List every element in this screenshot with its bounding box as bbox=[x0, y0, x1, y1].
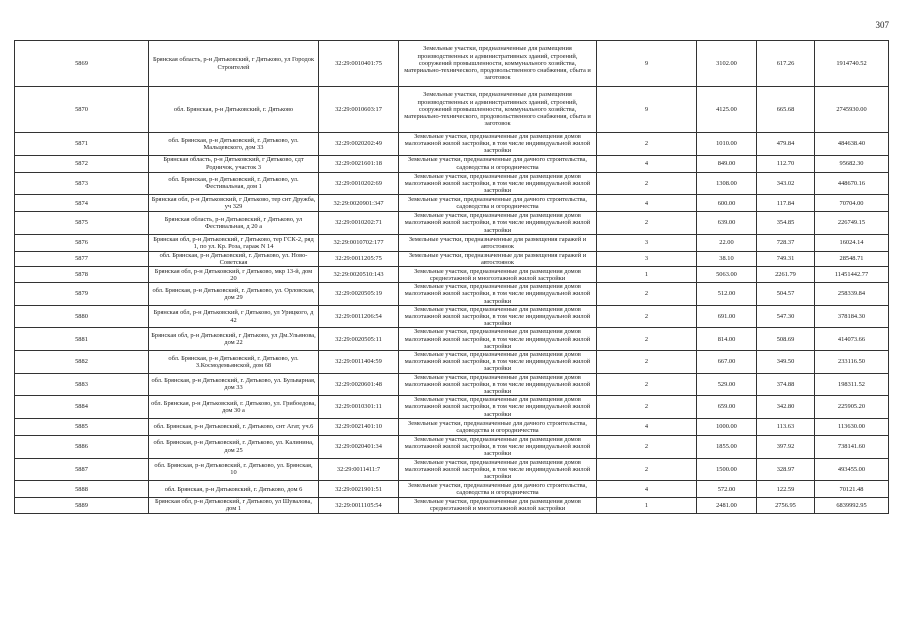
area-cell: 512.00 bbox=[697, 283, 757, 306]
specific-value-cell: 617.26 bbox=[757, 41, 815, 87]
cadastral-number-cell: 32:29:0020901:347 bbox=[319, 195, 399, 212]
address-cell: обл. Брянская, р-н Дятьковский, г. Дятьково, ул. Фестивальная, дом 1 bbox=[149, 172, 319, 195]
area-cell: 5063.00 bbox=[697, 267, 757, 283]
land-use-cell: Земельные участки, предназначенные для размещения домов малоэтажной жилой застройки, в том числе индивидуальной жилой застройки bbox=[399, 328, 597, 351]
cadastral-value-cell: 484638.40 bbox=[815, 133, 889, 156]
address-cell: Брянская область, р-н Дятьковский, г Дятьково, ул Городок Строителей bbox=[149, 41, 319, 87]
address-cell: обл. Брянская, р-н Дятьковский, г. Дятьково, ул. Брянская, 10 bbox=[149, 458, 319, 481]
land-use-cell: Земельные участки, предназначенные для размещения домов малоэтажной жилой застройки, в том числе индивидуальной жилой застройки bbox=[399, 373, 597, 396]
specific-value-cell: 113.63 bbox=[757, 418, 815, 435]
row-number: 5877 bbox=[15, 251, 149, 266]
area-cell: 572.00 bbox=[697, 481, 757, 498]
address-cell: обл. Брянская, р-н Дятьковский, г. Дятьково, снт Агат, уч.6 bbox=[149, 418, 319, 435]
land-use-cell: Земельные участки, предназначенные для размещения домов малоэтажной жилой застройки, в том числе индивидуальной жилой застройки bbox=[399, 172, 597, 195]
row-number: 5880 bbox=[15, 305, 149, 328]
row-number: 5869 bbox=[15, 41, 149, 87]
area-cell: 529.00 bbox=[697, 373, 757, 396]
land-use-cell: Земельные участки, предназначенные для размещения домов среднеэтажной и многоэтажной жилой застройки bbox=[399, 498, 597, 513]
group-cell: 2 bbox=[597, 212, 697, 235]
land-use-cell: Земельные участки, предназначенные для размещения производственных и административных зданий, строений, сооружений промышленности, коммунального хозяйства, материально-технического, продовольственного снабжения, сбыта и заготовок bbox=[399, 87, 597, 133]
table-row bbox=[15, 418, 889, 435]
area-cell: 814.00 bbox=[697, 328, 757, 351]
cadastral-number-cell: 32:29:0010202:69 bbox=[319, 172, 399, 195]
cadastral-value-cell: 448670.16 bbox=[815, 172, 889, 195]
specific-value-cell: 117.84 bbox=[757, 195, 815, 212]
table-row bbox=[15, 328, 889, 351]
specific-value-cell: 2261.79 bbox=[757, 267, 815, 283]
specific-value-cell: 328.97 bbox=[757, 458, 815, 481]
land-use-cell: Земельные участки, предназначенные для размещения домов малоэтажной жилой застройки, в том числе индивидуальной жилой застройки bbox=[399, 435, 597, 458]
specific-value-cell: 343.02 bbox=[757, 172, 815, 195]
area-cell: 2481.00 bbox=[697, 498, 757, 513]
cadastral-number-cell: 32:29:0010401:75 bbox=[319, 41, 399, 87]
cadastral-number-cell: 32:29:0011205:75 bbox=[319, 251, 399, 266]
address-cell: обл. Брянская, р-н Дятьковский, г. Дятьково, ул. Грибоедова, дом 30 а bbox=[149, 396, 319, 419]
land-use-cell: Земельные участки, предназначенные для дачного строительства, садоводства и огородничества bbox=[399, 481, 597, 498]
area-cell: 3102.00 bbox=[697, 41, 757, 87]
group-cell: 2 bbox=[597, 172, 697, 195]
cadastral-value-cell: 70121.48 bbox=[815, 481, 889, 498]
cadastral-number-cell: 32:29:0021601:18 bbox=[319, 155, 399, 172]
table-row bbox=[15, 251, 889, 266]
table-row bbox=[15, 195, 889, 212]
area-cell: 1308.00 bbox=[697, 172, 757, 195]
row-number: 5882 bbox=[15, 351, 149, 374]
row-number: 5887 bbox=[15, 458, 149, 481]
specific-value-cell: 479.84 bbox=[757, 133, 815, 156]
table-row bbox=[15, 373, 889, 396]
cadastral-value-cell: 1914740.52 bbox=[815, 41, 889, 87]
area-cell: 659.00 bbox=[697, 396, 757, 419]
specific-value-cell: 2756.95 bbox=[757, 498, 815, 513]
group-cell: 2 bbox=[597, 305, 697, 328]
area-cell: 1000.00 bbox=[697, 418, 757, 435]
area-cell: 849.00 bbox=[697, 155, 757, 172]
address-cell: Брянская обл, р-н Дятьковский, г Дятьково, ул Дм.Ульянова, дом 22 bbox=[149, 328, 319, 351]
row-number: 5873 bbox=[15, 172, 149, 195]
row-number: 5874 bbox=[15, 195, 149, 212]
table-row bbox=[15, 305, 889, 328]
row-number: 5888 bbox=[15, 481, 149, 498]
table-row bbox=[15, 133, 889, 156]
cadastral-number-cell: 32:29:0010603:17 bbox=[319, 87, 399, 133]
land-use-cell: Земельные участки, предназначенные для дачного строительства, садоводства и огородничества bbox=[399, 418, 597, 435]
cadastral-number-cell: 32:29:0020601:48 bbox=[319, 373, 399, 396]
cadastral-value-cell: 493455.00 bbox=[815, 458, 889, 481]
cadastral-value-cell: 738141.60 bbox=[815, 435, 889, 458]
group-cell: 2 bbox=[597, 435, 697, 458]
address-cell: обл. Брянская, р-н Дятьковский, г. Дятьково, ул. Ново-Советская bbox=[149, 251, 319, 266]
address-cell: обл. Брянская, р-н Дятьковский, г. Дятьково, дом 6 bbox=[149, 481, 319, 498]
page-number: 307 bbox=[875, 20, 889, 30]
area-cell: 4125.00 bbox=[697, 87, 757, 133]
group-cell: 9 bbox=[597, 87, 697, 133]
land-use-cell: Земельные участки, предназначенные для размещения домов малоэтажной жилой застройки, в том числе индивидуальной жилой застройки bbox=[399, 396, 597, 419]
group-cell: 3 bbox=[597, 234, 697, 251]
table-row bbox=[15, 234, 889, 251]
cadastral-value-cell: 233116.50 bbox=[815, 351, 889, 374]
area-cell: 667.00 bbox=[697, 351, 757, 374]
specific-value-cell: 504.57 bbox=[757, 283, 815, 306]
area-cell: 600.00 bbox=[697, 195, 757, 212]
specific-value-cell: 665.68 bbox=[757, 87, 815, 133]
cadastral-value-cell: 225905.20 bbox=[815, 396, 889, 419]
table-row bbox=[15, 458, 889, 481]
table-row bbox=[15, 267, 889, 283]
land-use-cell: Земельные участки, предназначенные для размещения гаражей и автостоянок bbox=[399, 234, 597, 251]
group-cell: 4 bbox=[597, 195, 697, 212]
area-cell: 691.00 bbox=[697, 305, 757, 328]
specific-value-cell: 374.88 bbox=[757, 373, 815, 396]
cadastral-value-cell: 414073.66 bbox=[815, 328, 889, 351]
cadastral-number-cell: 32:29:0010301:11 bbox=[319, 396, 399, 419]
table-row bbox=[15, 435, 889, 458]
group-cell: 3 bbox=[597, 251, 697, 266]
land-use-cell: Земельные участки, предназначенные для размещения домов среднеэтажной и многоэтажной жилой застройки bbox=[399, 267, 597, 283]
land-use-cell: Земельные участки, предназначенные для дачного строительства, садоводства и огородничества bbox=[399, 195, 597, 212]
area-cell: 22.00 bbox=[697, 234, 757, 251]
specific-value-cell: 354.85 bbox=[757, 212, 815, 235]
address-cell: Брянская область, р-н Дятьковский, г Дятьково, ул Фестивальная, д 20 а bbox=[149, 212, 319, 235]
table-row bbox=[15, 155, 889, 172]
cadastral-value-cell: 113630.00 bbox=[815, 418, 889, 435]
cadastral-number-cell: 32:29:0011404:59 bbox=[319, 351, 399, 374]
land-use-cell: Земельные участки, предназначенные для размещения домов малоэтажной жилой застройки, в том числе индивидуальной жилой застройки bbox=[399, 212, 597, 235]
row-number: 5886 bbox=[15, 435, 149, 458]
cadastral-number-cell: 32:29:0020505:19 bbox=[319, 283, 399, 306]
specific-value-cell: 342.80 bbox=[757, 396, 815, 419]
table-row bbox=[15, 212, 889, 235]
group-cell: 4 bbox=[597, 418, 697, 435]
address-cell: Брянская обл, р-н Дятьковский, г Дятьково, ул Шувалова, дом 1 bbox=[149, 498, 319, 513]
table-row bbox=[15, 481, 889, 498]
cadastral-number-cell: 32:29:0021901:51 bbox=[319, 481, 399, 498]
address-cell: обл. Брянская, р-н Дятьковский, г. Дятьково, ул. Калинина, дом 25 bbox=[149, 435, 319, 458]
group-cell: 2 bbox=[597, 133, 697, 156]
specific-value-cell: 349.50 bbox=[757, 351, 815, 374]
specific-value-cell: 122.59 bbox=[757, 481, 815, 498]
address-cell: Брянская обл, р-н Дятьковский, г Дятьково, тер снт Дружба, уч 329 bbox=[149, 195, 319, 212]
cadastral-value-cell: 378184.30 bbox=[815, 305, 889, 328]
cadastral-number-cell: 32:29:0020202:49 bbox=[319, 133, 399, 156]
address-cell: Брянская обл, р-н Дятьковский, г Дятьково, мкр 13-й, дом 20 bbox=[149, 267, 319, 283]
address-cell: обл. Брянская, р-н Дятьковский, г. Дятьково bbox=[149, 87, 319, 133]
cadastral-number-cell: 32:29:0011105:54 bbox=[319, 498, 399, 513]
cadastral-value-table bbox=[14, 40, 889, 514]
row-number: 5879 bbox=[15, 283, 149, 306]
cadastral-value-cell: 11451442.77 bbox=[815, 267, 889, 283]
specific-value-cell: 749.31 bbox=[757, 251, 815, 266]
row-number: 5870 bbox=[15, 87, 149, 133]
group-cell: 2 bbox=[597, 458, 697, 481]
area-cell: 1500.00 bbox=[697, 458, 757, 481]
cadastral-number-cell: 32:29:0011206:54 bbox=[319, 305, 399, 328]
area-cell: 639.00 bbox=[697, 212, 757, 235]
row-number: 5889 bbox=[15, 498, 149, 513]
row-number: 5885 bbox=[15, 418, 149, 435]
cadastral-value-cell: 258339.84 bbox=[815, 283, 889, 306]
group-cell: 2 bbox=[597, 351, 697, 374]
group-cell: 2 bbox=[597, 283, 697, 306]
address-cell: обл. Брянская, р-н Дятьковский, г. Дятьково, ул. З.Космодемьянской, дом 68 bbox=[149, 351, 319, 374]
address-cell: Брянская обл, р-н Дятьковский, г Дятьково, тер ГСК-2, ряд 1, по ул. Кр. Роза, гараж N 14 bbox=[149, 234, 319, 251]
row-number: 5871 bbox=[15, 133, 149, 156]
specific-value-cell: 508.69 bbox=[757, 328, 815, 351]
group-cell: 1 bbox=[597, 267, 697, 283]
cadastral-number-cell: 32:29:0010702:177 bbox=[319, 234, 399, 251]
table-row bbox=[15, 498, 889, 513]
address-cell: обл. Брянская, р-н Дятьковский, г. Дятьково, ул. Бульварная, дом 33 bbox=[149, 373, 319, 396]
group-cell: 4 bbox=[597, 481, 697, 498]
row-number: 5875 bbox=[15, 212, 149, 235]
group-cell: 2 bbox=[597, 373, 697, 396]
address-cell: обл. Брянская, р-н Дятьковский, г. Дятьково, ул. Мальцевского, дом 33 bbox=[149, 133, 319, 156]
land-use-cell: Земельные участки, предназначенные для дачного строительства, садоводства и огородничества bbox=[399, 155, 597, 172]
row-number: 5881 bbox=[15, 328, 149, 351]
specific-value-cell: 397.92 bbox=[757, 435, 815, 458]
row-number: 5878 bbox=[15, 267, 149, 283]
land-use-cell: Земельные участки, предназначенные для размещения производственных и административных зданий, строений, сооружений промышленности, коммунального хозяйства, материально-технического, продовольственного снабжения, сбыта и заготовок bbox=[399, 41, 597, 87]
cadastral-value-cell: 6839992.95 bbox=[815, 498, 889, 513]
land-use-cell: Земельные участки, предназначенные для размещения домов малоэтажной жилой застройки, в том числе индивидуальной жилой застройки bbox=[399, 458, 597, 481]
land-use-cell: Земельные участки, предназначенные для размещения домов малоэтажной жилой застройки, в том числе индивидуальной жилой застройки bbox=[399, 283, 597, 306]
table-row bbox=[15, 351, 889, 374]
table-row bbox=[15, 87, 889, 133]
cadastral-value-cell: 2745930.00 bbox=[815, 87, 889, 133]
address-cell: Брянская область, р-н Дятьковский, г Дятьково, сдт Родничок, участок 3 bbox=[149, 155, 319, 172]
table-row bbox=[15, 172, 889, 195]
table-row bbox=[15, 283, 889, 306]
cadastral-value-cell: 226749.15 bbox=[815, 212, 889, 235]
specific-value-cell: 112.70 bbox=[757, 155, 815, 172]
address-cell: Брянская обл, р-н Дятьковский, г Дятьково, ул Урицкого, д 42 bbox=[149, 305, 319, 328]
table-row bbox=[15, 41, 889, 87]
area-cell: 38.10 bbox=[697, 251, 757, 266]
specific-value-cell: 728.37 bbox=[757, 234, 815, 251]
land-use-cell: Земельные участки, предназначенные для размещения домов малоэтажной жилой застройки, в том числе индивидуальной жилой застройки bbox=[399, 351, 597, 374]
row-number: 5876 bbox=[15, 234, 149, 251]
cadastral-number-cell: 32:29:0021401:10 bbox=[319, 418, 399, 435]
land-use-cell: Земельные участки, предназначенные для размещения домов малоэтажной жилой застройки, в том числе индивидуальной жилой застройки bbox=[399, 133, 597, 156]
row-number: 5884 bbox=[15, 396, 149, 419]
row-number: 5872 bbox=[15, 155, 149, 172]
cadastral-number-cell: 32:29:0020510:143 bbox=[319, 267, 399, 283]
area-cell: 1010.00 bbox=[697, 133, 757, 156]
cadastral-value-cell: 16024.14 bbox=[815, 234, 889, 251]
area-cell: 1855.00 bbox=[697, 435, 757, 458]
land-use-cell: Земельные участки, предназначенные для размещения домов малоэтажной жилой застройки, в том числе индивидуальной жилой застройки bbox=[399, 305, 597, 328]
cadastral-number-cell: 32:29:0020401:34 bbox=[319, 435, 399, 458]
cadastral-value-cell: 95682.30 bbox=[815, 155, 889, 172]
cadastral-value-cell: 28548.71 bbox=[815, 251, 889, 266]
cadastral-number-cell: 32:29:0010202:71 bbox=[319, 212, 399, 235]
group-cell: 9 bbox=[597, 41, 697, 87]
group-cell: 1 bbox=[597, 498, 697, 513]
group-cell: 2 bbox=[597, 396, 697, 419]
cadastral-number-cell: 32:29:0011411:7 bbox=[319, 458, 399, 481]
row-number: 5883 bbox=[15, 373, 149, 396]
specific-value-cell: 547.30 bbox=[757, 305, 815, 328]
address-cell: обл. Брянская, р-н Дятьковский, г. Дятьково, ул. Орловская, дом 29 bbox=[149, 283, 319, 306]
cadastral-value-cell: 70704.00 bbox=[815, 195, 889, 212]
cadastral-value-cell: 198311.52 bbox=[815, 373, 889, 396]
cadastral-number-cell: 32:29:0020505:11 bbox=[319, 328, 399, 351]
land-use-cell: Земельные участки, предназначенные для размещения гаражей и автостоянок bbox=[399, 251, 597, 266]
group-cell: 2 bbox=[597, 328, 697, 351]
table-row bbox=[15, 396, 889, 419]
group-cell: 4 bbox=[597, 155, 697, 172]
